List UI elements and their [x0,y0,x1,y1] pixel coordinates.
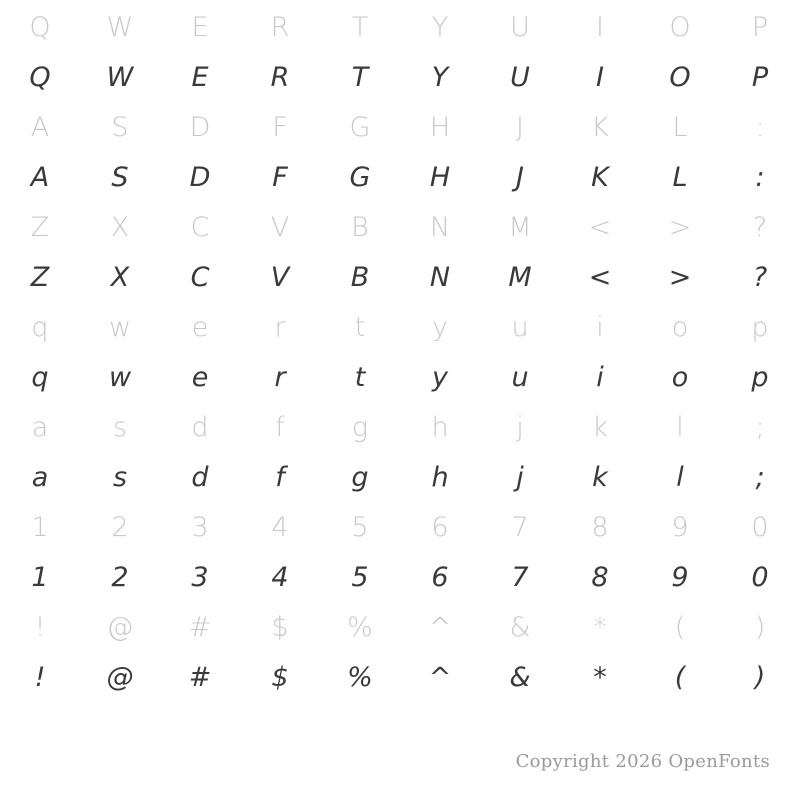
copyright-notice: Copyright 2026 OpenFonts [515,751,770,772]
glyph-cell: % [347,611,373,643]
glyph-cell: t [354,311,366,343]
glyph-cell: Y [431,61,449,93]
glyph-cell: D [189,111,211,143]
glyph-cell: k [592,461,608,493]
glyph-cell: : [755,111,765,143]
glyph-cell: d [191,461,209,493]
glyph-cell: 3 [191,511,209,543]
glyph-cell: 8 [591,511,609,543]
glyph-cell: W [106,11,134,43]
glyph-cell: J [516,161,524,193]
glyph-cell: 6 [431,511,449,543]
glyph-cell: V [270,211,290,243]
glyph-cell: t [354,361,366,393]
glyph-cell: f [275,411,285,443]
glyph-cell: ? [752,211,768,243]
glyph-cell: d [191,411,209,443]
glyph-cell: ? [752,261,768,293]
glyph-cell: X [110,211,130,243]
glyph-cell: 1 [31,561,49,593]
glyph-cell: T [351,11,369,43]
glyph-cell: r [274,361,286,393]
glyph-cell: o [671,311,689,343]
glyph-cell: i [596,311,604,343]
glyph-cell: W [106,61,134,93]
glyph-cell: 9 [671,561,689,593]
glyph-cell: s [112,411,128,443]
glyph-cell: s [112,461,128,493]
glyph-cell: $ [271,661,289,693]
glyph-cell: F [272,161,288,193]
glyph-cell: u [511,361,529,393]
glyph-cell: 5 [351,511,369,543]
glyph-cell: M [508,211,532,243]
glyph-cell: N [429,261,451,293]
glyph-cell: S [111,161,129,193]
glyph-row-sample [0,652,800,702]
glyph-row-reference [0,502,800,552]
glyph-cell: g [351,461,369,493]
glyph-cell: ! [34,661,46,693]
glyph-cell: Q [29,61,51,93]
glyph-cell: i [596,361,604,393]
glyph-cell: R [270,61,290,93]
glyph-cell: X [110,261,130,293]
glyph-cell: R [270,11,290,43]
glyph-cell: @ [106,661,134,693]
glyph-cell: : [755,161,765,193]
glyph-cell: ^ [428,661,452,693]
glyph-cell: > [668,261,692,293]
glyph-cell: w [108,311,132,343]
glyph-row-reference [0,102,800,152]
glyph-cell: ) [754,611,766,643]
glyph-cell: 4 [271,511,289,543]
glyph-cell: < [588,261,612,293]
glyph-cell: k [592,411,608,443]
glyph-cell: @ [106,611,134,643]
glyph-cell: O [669,61,691,93]
glyph-cell: f [275,461,285,493]
glyph-cell: $ [271,611,289,643]
glyph-cell: q [31,361,49,393]
glyph-cell: Z [30,211,50,243]
glyph-cell: & [509,661,531,693]
glyph-cell: 7 [511,561,529,593]
glyph-cell: O [669,11,691,43]
glyph-cell: P [751,11,769,43]
glyph-cell: 2 [111,561,129,593]
glyph-cell: H [429,161,451,193]
glyph-cell: ! [34,611,46,643]
glyph-cell: ) [754,661,766,693]
glyph-row-sample [0,552,800,602]
glyph-row-reference [0,202,800,252]
glyph-cell: j [516,411,524,443]
glyph-cell: ; [755,461,765,493]
glyph-cell: D [189,161,211,193]
glyph-cell: g [351,411,369,443]
glyph-row-sample [0,52,800,102]
glyph-cell: p [751,361,769,393]
glyph-cell: 1 [31,511,49,543]
glyph-cell: Y [431,11,449,43]
glyph-cell: < [588,211,612,243]
glyph-cell: & [509,611,531,643]
glyph-cell: 6 [431,561,449,593]
glyph-cell: ( [674,661,686,693]
glyph-cell: h [431,461,449,493]
glyph-row-reference [0,402,800,452]
glyph-row-reference [0,602,800,652]
glyph-cell: I [596,11,604,43]
glyph-cell: U [510,61,530,93]
glyph-cell: ^ [428,611,452,643]
glyph-row-sample [0,352,800,402]
glyph-cell: L [672,161,688,193]
glyph-cell: y [432,311,448,343]
glyph-cell: r [274,311,286,343]
glyph-cell: H [429,111,451,143]
glyph-cell: C [190,261,210,293]
glyph-cell: 5 [351,561,369,593]
glyph-cell: T [351,61,369,93]
glyph-cell: L [672,111,688,143]
glyph-row-reference [0,302,800,352]
glyph-cell: ; [755,411,765,443]
glyph-cell: * [593,661,607,693]
glyph-row-sample [0,252,800,302]
glyph-cell: I [596,61,604,93]
glyph-cell: > [668,211,692,243]
glyph-cell: # [188,611,212,643]
glyph-cell: Q [29,11,51,43]
glyph-cell: C [190,211,210,243]
glyph-cell: o [671,361,689,393]
glyph-cell: 2 [111,511,129,543]
glyph-cell: P [751,61,769,93]
glyph-cell: l [676,461,684,493]
glyph-cell: B [350,261,370,293]
glyph-cell: A [30,161,50,193]
glyph-cell: U [510,11,530,43]
glyph-cell: j [516,461,524,493]
glyph-cell: h [431,411,449,443]
glyph-cell: G [349,111,371,143]
glyph-cell: a [31,461,49,493]
glyph-cell: E [191,11,209,43]
glyph-cell: A [30,111,50,143]
glyph-cell: F [272,111,288,143]
glyph-cell: 4 [271,561,289,593]
glyph-cell: # [188,661,212,693]
glyph-cell: 0 [751,511,769,543]
glyph-cell: ( [674,611,686,643]
glyph-cell: N [429,211,451,243]
glyph-cell: q [31,311,49,343]
glyph-cell: l [676,411,684,443]
glyph-row-sample [0,152,800,202]
glyph-cell: Z [30,261,50,293]
glyph-cell: u [511,311,529,343]
glyph-cell: a [31,411,49,443]
glyph-cell: 8 [591,561,609,593]
glyph-cell: G [349,161,371,193]
glyph-cell: 7 [511,511,529,543]
glyph-row-reference [0,2,800,52]
glyph-cell: 0 [751,561,769,593]
glyph-cell: 9 [671,511,689,543]
glyph-cell: M [508,261,532,293]
glyph-cell: 3 [191,561,209,593]
glyph-cell: e [191,311,209,343]
glyph-cell: * [593,611,607,643]
glyph-cell: B [351,211,369,243]
glyph-cell: % [347,661,373,693]
glyph-cell: V [270,261,290,293]
glyph-cell: e [191,361,209,393]
glyph-cell: S [111,111,129,143]
glyph-row-sample [0,452,800,502]
glyph-cell: K [591,111,609,143]
glyph-cell: p [751,311,769,343]
glyph-cell: K [591,161,609,193]
glyph-cell: J [516,111,524,143]
glyph-cell: y [432,361,448,393]
glyph-cell: E [191,61,209,93]
glyph-cell: w [108,361,132,393]
